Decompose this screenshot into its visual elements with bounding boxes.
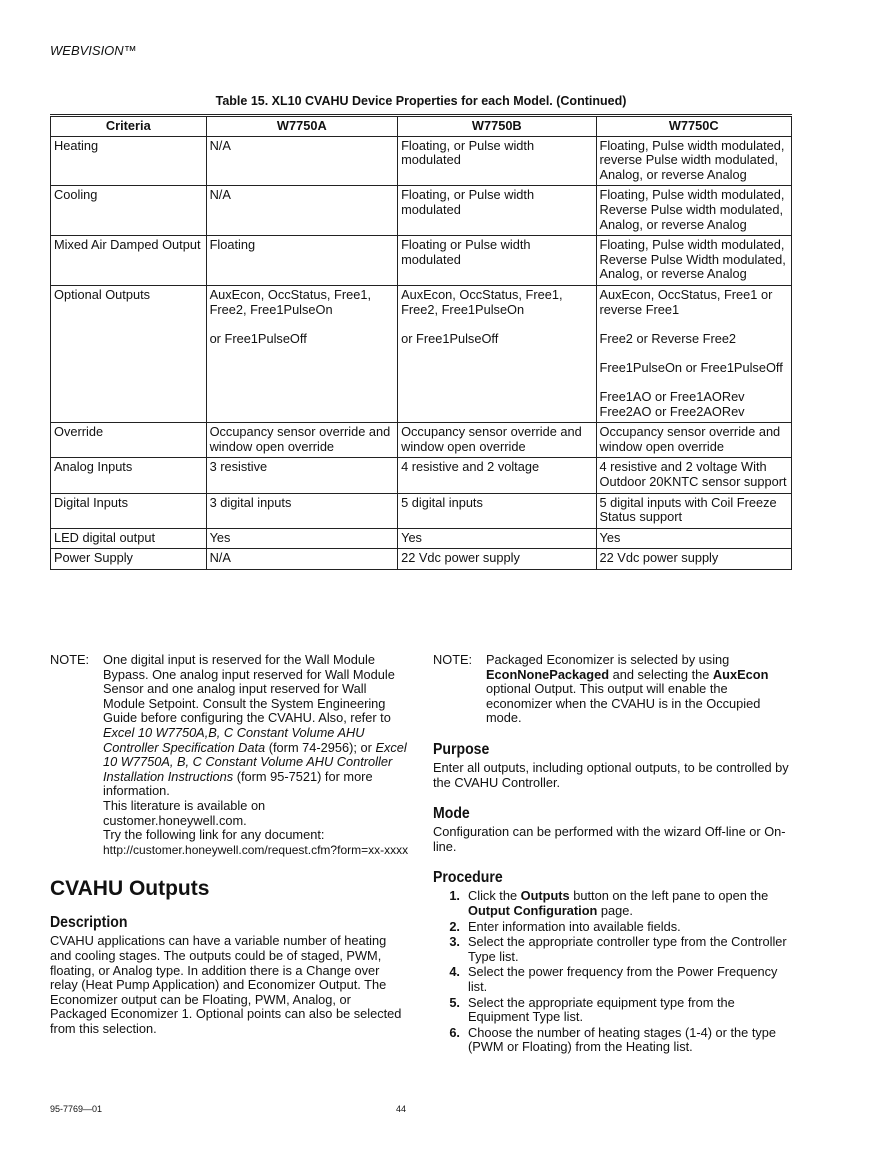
procedure-step [433,996,793,1025]
table-row [51,136,792,186]
note-bold-term: AuxEcon [712,666,769,682]
device-properties-table [50,114,792,570]
cell-paragraph: or Free1PulseOff [401,330,499,346]
footer-doc-number: 95-7769—01 [50,1104,103,1114]
step-text-part: page. [597,902,633,918]
table-title: Table 15. XL10 CVAHU Device Properties for each Model. (Continued) [215,94,627,108]
cell-paragraph: Occupancy sensor override and window open override [599,424,781,454]
procedure-heading: Procedure [433,869,503,887]
cell-criteria: Digital Inputs [51,493,207,528]
cell-criteria: Cooling [51,186,207,236]
table-row [51,493,792,528]
footer-page-number: 44 [396,1104,407,1114]
cell-model-a [206,136,398,186]
cell-criteria: Optional Outputs [51,285,207,422]
note-label: NOTE: [433,652,473,667]
cell-paragraph: Free1PulseOn or Free1PulseOff [599,359,783,375]
note-text-part: One digital input is reserved for the Wall Module Bypass. One analog input reserved for Wall Module Sensor and one analog input reserved for Wall Module Setpoint. Consult the System Engineering Guide before configuring the CVAHU. Also, refer to [103,652,395,726]
cell-paragraph: 3 resistive [209,459,268,475]
cell-model-b [398,528,596,549]
procedure-steps [433,889,793,1055]
cell-criteria: Heating [51,136,207,186]
cell-model-b [398,186,596,236]
table-header-row [51,116,792,137]
cell-paragraph: Occupancy sensor override and window open override [209,424,391,454]
note-literature [50,653,410,857]
column-header-criteria: Criteria [51,116,207,137]
cell-model-c [596,136,792,186]
cell-paragraph: Floating or Pulse width modulated [401,237,531,267]
cell-paragraph: AuxEcon, OccStatus, Free1, Free2, Free1PulseOn [401,286,563,317]
step-text-part: Select the power frequency from the Power Frequency list. [468,964,778,994]
cell-paragraph: AuxEcon, OccStatus, Free1 or reverse Free1 [599,286,773,317]
brand-header: WEBVISION™ [50,43,137,58]
step-text [468,920,793,935]
table-body [51,136,792,569]
cell-model-b [398,423,596,458]
cell-paragraph: Floating [209,237,256,253]
cell-model-c [596,549,792,570]
procedure-step [433,965,793,994]
cell-paragraph: 5 digital inputs with Coil Freeze Status support [599,494,777,525]
step-bold-term: Outputs [520,888,570,904]
cell-paragraph: 4 resistive and 2 voltage With Outdoor 20KNTC sensor support [599,459,787,490]
cell-criteria: Override [51,423,207,458]
cell-paragraph: Yes [209,529,231,545]
description-text: CVAHU applications can have a variable number of heating and cooling stages. The outputs could be of staged, PWM, floating, or Analog type. In addition there is a Change over relay (Heat Pump Application) and Economizer Output. The Economizer output can be Floating, PWM, Analog, or Packaged Economizer 1. Optional points can also be selected from this selection. [50,933,402,1036]
cell-paragraph: 3 digital inputs [209,494,292,510]
cell-model-a [206,236,398,286]
cell-model-c [596,236,792,286]
procedure-step [433,1026,793,1055]
cell-paragraph: or Free1PulseOff [209,330,307,346]
step-text [468,965,793,994]
description-heading: Description [50,914,128,932]
column-header-w7750a: W7750A [206,116,398,137]
cell-paragraph: Floating, or Pulse width modulated [401,137,535,168]
cell-paragraph: Free1AO or Free1AORev Free2AO or Free2AORev [599,389,745,419]
cell-model-a [206,423,398,458]
mode-text: Configuration can be performed with the wizard Off-line or On-line. [433,824,786,854]
step-number: 2. [449,918,460,934]
table-row [51,285,792,422]
cell-model-b [398,236,596,286]
table-row [51,186,792,236]
cell-paragraph: Occupancy sensor override and window open override [401,424,582,454]
cell-paragraph: AuxEcon, OccStatus, Free1, Free2, Free1PulseOn [209,286,372,317]
step-text [468,889,793,918]
table-row [51,528,792,549]
cell-model-a [206,528,398,549]
step-number: 4. [449,964,460,980]
mode-heading: Mode [433,805,470,823]
step-text-part: Select the appropriate controller type from the Controller Type list. [468,934,787,964]
cell-paragraph: Free2 or Reverse Free2 [599,330,737,346]
cell-model-c [596,528,792,549]
cell-model-b [398,458,596,493]
table-row [51,458,792,493]
note-body [486,653,793,726]
procedure-step [433,889,793,918]
column-header-w7750b: W7750B [398,116,596,137]
cell-paragraph: 22 Vdc power supply [599,550,719,566]
note-text [103,653,410,799]
right-column [433,653,793,1056]
note-label: NOTE: [50,652,90,667]
step-number: 3. [449,934,460,950]
step-text-part: button on the left pane to open the [569,888,769,904]
purpose-text: Enter all outputs, including optional outputs, to be controlled by the CVAHU Controller. [433,759,789,790]
cell-paragraph: Yes [599,529,621,545]
cell-model-c [596,423,792,458]
cell-paragraph: Floating, Pulse width modulated, Reverse Pulse Width modulated, Analog, or reverse Analog [599,237,786,282]
note-doc-title: Excel 10 W7750A,B, C Constant Volume AHU Controller Specification Data [103,724,365,755]
note-link-intro: Try the following link for any document: [103,827,325,843]
cell-criteria: LED digital output [51,528,207,549]
left-column [50,653,410,1036]
step-text-part: Select the appropriate equipment type from the Equipment Type list. [468,994,735,1025]
step-text [468,996,793,1025]
section-title: CVAHU Outputs [50,877,210,901]
cell-paragraph: Floating, Pulse width modulated, Reverse Pulse width modulated, Analog, or reverse Analog [599,187,785,232]
cell-paragraph: Floating, Pulse width modulated, reverse Pulse width modulated, Analog, or reverse Analog [599,137,785,182]
table-row [51,549,792,570]
step-text-part: Enter information into available fields. [468,918,681,934]
cell-paragraph: N/A [209,550,231,566]
cell-model-a [206,285,398,422]
cell-model-a [206,458,398,493]
cell-paragraph: N/A [209,187,231,203]
step-bold-term: Output Configuration [468,902,598,918]
step-text-part: Click the [468,888,521,904]
note-link-url: http://customer.honeywell.com/request.cfm?form=xx-xxxx [103,842,409,857]
cell-model-b [398,136,596,186]
cell-model-a [206,186,398,236]
note-text-part: Packaged Economizer is selected by using [486,652,730,667]
step-number: 5. [449,994,460,1010]
cell-criteria: Power Supply [51,549,207,570]
cell-paragraph: Yes [401,529,422,545]
cell-criteria: Analog Inputs [51,458,207,493]
cell-criteria: Mixed Air Damped Output [51,236,207,286]
cell-model-b [398,549,596,570]
cell-model-b [398,493,596,528]
step-text-part: Choose the number of heating stages (1-4) or the type (PWM or Floating) from the Heating list. [468,1024,777,1055]
cell-model-c [596,186,792,236]
note-text-part: and selecting the [609,666,713,682]
cell-paragraph: 5 digital inputs [401,494,483,510]
table-row [51,423,792,458]
cell-paragraph: Floating, or Pulse width modulated [401,187,535,217]
cell-model-c [596,493,792,528]
note-availability: This literature is available on customer.honeywell.com. [103,797,266,828]
note-text-part: (form 74-2956); or [265,739,376,755]
note-text-part: optional Output. This output will enable the economizer when the CVAHU is in the Occupied mode. [486,681,761,726]
cell-paragraph: N/A [209,137,231,153]
column-header-w7750c: W7750C [596,116,792,137]
purpose-heading: Purpose [433,740,490,758]
table-row [51,236,792,286]
cell-paragraph: 22 Vdc power supply [401,550,520,566]
procedure-step [433,920,793,935]
cell-model-a [206,549,398,570]
cell-model-b [398,285,596,422]
step-number: 1. [449,888,460,904]
procedure-step [433,935,793,964]
note-body [103,653,410,857]
note-bold-term: EconNonePackaged [486,666,610,682]
note-text-part: (form 95-7521) for more information. [103,768,373,799]
cell-model-a [206,493,398,528]
cell-model-c [596,285,792,422]
step-number: 6. [449,1024,460,1040]
step-text [468,1026,793,1055]
note-economizer [433,653,793,726]
cell-model-c [596,458,792,493]
cell-paragraph: 4 resistive and 2 voltage [401,459,540,475]
note-doc-title: Excel 10 W7750A, B, C Constant Volume AHU Controller Installation Instructions [103,739,407,784]
step-text [468,935,793,964]
